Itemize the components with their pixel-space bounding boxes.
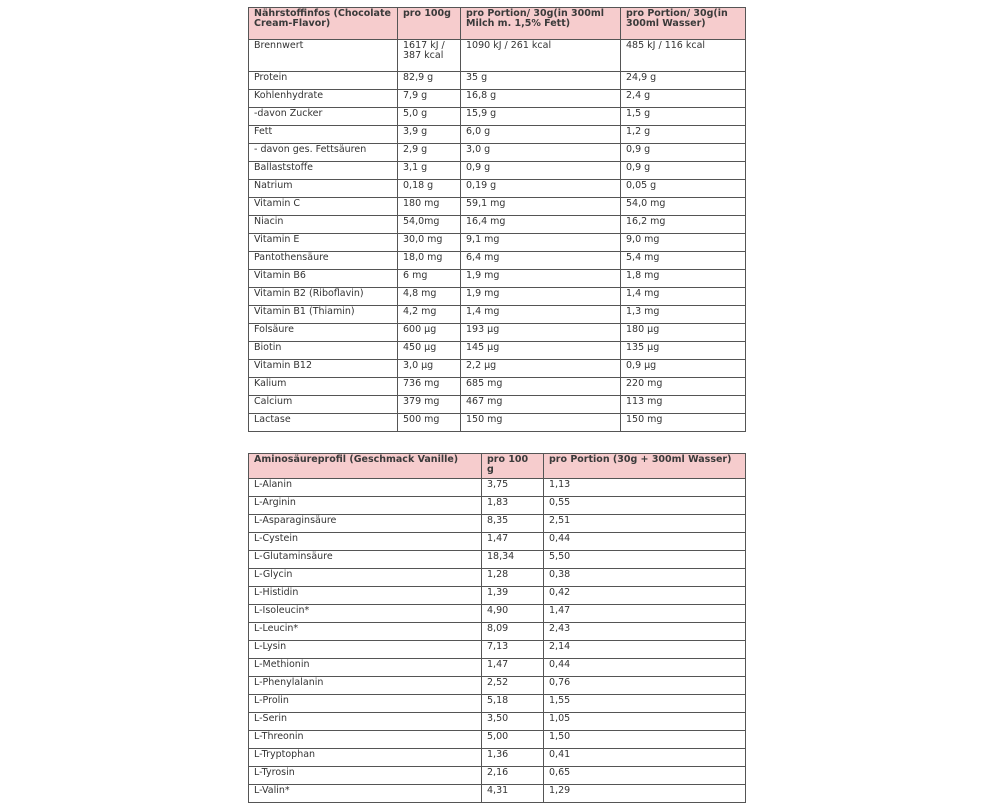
table-row <box>249 126 746 144</box>
table-cell: Brennwert <box>249 40 398 72</box>
table-cell: 5,50 <box>544 550 746 568</box>
table-cell: 1,47 <box>482 658 544 676</box>
table-cell: 6,0 g <box>461 126 621 144</box>
table-cell: 59,1 mg <box>461 198 621 216</box>
table-cell: 8,35 <box>482 514 544 532</box>
table-cell: 15,9 g <box>461 108 621 126</box>
table-row <box>249 496 746 514</box>
table-row <box>249 658 746 676</box>
table-cell: 18,34 <box>482 550 544 568</box>
table-cell: -davon Zucker <box>249 108 398 126</box>
table-cell: 9,1 mg <box>461 234 621 252</box>
table-cell: 2,16 <box>482 766 544 784</box>
table-row <box>249 342 746 360</box>
table-cell: 5,0 g <box>398 108 461 126</box>
table-cell: 3,75 <box>482 478 544 496</box>
table-cell: L-Leucin* <box>249 622 482 640</box>
table-cell: 4,2 mg <box>398 306 461 324</box>
table-cell: L-Lysin <box>249 640 482 658</box>
table-cell: 1,13 <box>544 478 746 496</box>
table-row <box>249 90 746 108</box>
table-cell: Vitamin B6 <box>249 270 398 288</box>
table-cell: - davon ges. Fettsäuren <box>249 144 398 162</box>
table-cell: 1,83 <box>482 496 544 514</box>
table-row <box>249 478 746 496</box>
nutrition-header-cell: pro Portion/ 30g(in 300ml Milch m. 1,5% Fett) <box>461 8 621 40</box>
table-cell: 485 kJ / 116 kcal <box>621 40 746 72</box>
table-cell: 18,0 mg <box>398 252 461 270</box>
table-cell: 135 µg <box>621 342 746 360</box>
table-cell: L-Prolin <box>249 694 482 712</box>
table-cell: 220 mg <box>621 378 746 396</box>
table-cell: L-Serin <box>249 712 482 730</box>
amino-header-cell: pro 100 g <box>482 454 544 479</box>
table-cell: 113 mg <box>621 396 746 414</box>
table-cell: 600 µg <box>398 324 461 342</box>
table-cell: 2,9 g <box>398 144 461 162</box>
table-row <box>249 216 746 234</box>
table-cell: 0,55 <box>544 496 746 514</box>
table-cell: Calcium <box>249 396 398 414</box>
table-row <box>249 712 746 730</box>
table-cell: 0,65 <box>544 766 746 784</box>
table-cell: 0,9 g <box>621 162 746 180</box>
table-cell: 150 mg <box>461 414 621 432</box>
table-cell: 4,8 mg <box>398 288 461 306</box>
table-cell: 3,0 µg <box>398 360 461 378</box>
table-cell: 1,50 <box>544 730 746 748</box>
table-row <box>249 514 746 532</box>
amino-header-cell: pro Portion (30g + 300ml Wasser) <box>544 454 746 479</box>
table-cell: Protein <box>249 72 398 90</box>
table-cell: Kalium <box>249 378 398 396</box>
table-cell: 736 mg <box>398 378 461 396</box>
table-cell: 24,9 g <box>621 72 746 90</box>
table-row <box>249 360 746 378</box>
table-row <box>249 568 746 586</box>
table-cell: 0,18 g <box>398 180 461 198</box>
table-cell: 1,39 <box>482 586 544 604</box>
table-cell: 16,8 g <box>461 90 621 108</box>
table-cell: 0,44 <box>544 532 746 550</box>
table-cell: 82,9 g <box>398 72 461 90</box>
table-cell: 8,09 <box>482 622 544 640</box>
table-cell: 500 mg <box>398 414 461 432</box>
table-cell: Ballaststoffe <box>249 162 398 180</box>
table-cell: 3,50 <box>482 712 544 730</box>
table-cell: 0,9 g <box>621 144 746 162</box>
table-row <box>249 550 746 568</box>
table-cell: L-Glycin <box>249 568 482 586</box>
table-cell: 1,9 mg <box>461 288 621 306</box>
table-cell: 180 µg <box>621 324 746 342</box>
table-row <box>249 144 746 162</box>
table-cell: 6,4 mg <box>461 252 621 270</box>
table-cell: L-Methionin <box>249 658 482 676</box>
table-cell: 450 µg <box>398 342 461 360</box>
table-cell: 0,05 g <box>621 180 746 198</box>
table-cell: L-Valin* <box>249 784 482 802</box>
table-cell: 4,31 <box>482 784 544 802</box>
nutrition-table-body <box>249 40 746 432</box>
table-cell: 16,2 mg <box>621 216 746 234</box>
table-cell: 1,4 mg <box>461 306 621 324</box>
table-row <box>249 730 746 748</box>
table-cell: Pantothensäure <box>249 252 398 270</box>
table-cell: 16,4 mg <box>461 216 621 234</box>
table-cell: 6 mg <box>398 270 461 288</box>
table-cell: L-Phenylalanin <box>249 676 482 694</box>
table-cell: 5,18 <box>482 694 544 712</box>
amino-header-cell: Aminosäureprofil (Geschmack Vanille) <box>249 454 482 479</box>
table-cell: 145 µg <box>461 342 621 360</box>
table-row <box>249 378 746 396</box>
table-cell: 35 g <box>461 72 621 90</box>
table-cell: 180 mg <box>398 198 461 216</box>
table-cell: 3,1 g <box>398 162 461 180</box>
table-row <box>249 198 746 216</box>
table-row <box>249 288 746 306</box>
table-cell: 1,29 <box>544 784 746 802</box>
table-cell: 1,8 mg <box>621 270 746 288</box>
table-cell: 1,28 <box>482 568 544 586</box>
table-cell: 3,0 g <box>461 144 621 162</box>
nutrition-header-cell: pro Portion/ 30g(in 300ml Wasser) <box>621 8 746 40</box>
table-row <box>249 108 746 126</box>
table-cell: Folsäure <box>249 324 398 342</box>
table-cell: 1617 kJ / 387 kcal <box>398 40 461 72</box>
table-cell: 2,14 <box>544 640 746 658</box>
table-cell: Vitamin B1 (Thiamin) <box>249 306 398 324</box>
table-cell: Vitamin E <box>249 234 398 252</box>
table-cell: 9,0 mg <box>621 234 746 252</box>
table-cell: Niacin <box>249 216 398 234</box>
table-cell: 1,9 mg <box>461 270 621 288</box>
table-cell: Natrium <box>249 180 398 198</box>
table-row <box>249 414 746 432</box>
table-row <box>249 604 746 622</box>
table-cell: Vitamin B12 <box>249 360 398 378</box>
table-cell: 2,4 g <box>621 90 746 108</box>
table-row <box>249 640 746 658</box>
table-cell: 2,2 µg <box>461 360 621 378</box>
table-cell: 1,2 g <box>621 126 746 144</box>
table-cell: L-Tryptophan <box>249 748 482 766</box>
table-row <box>249 676 746 694</box>
table-cell: 1,36 <box>482 748 544 766</box>
table-row <box>249 306 746 324</box>
table-row <box>249 324 746 342</box>
table-row <box>249 180 746 198</box>
amino-table-body <box>249 478 746 802</box>
table-cell: 1,05 <box>544 712 746 730</box>
table-cell: 30,0 mg <box>398 234 461 252</box>
table-cell: 5,4 mg <box>621 252 746 270</box>
table-cell: 1,47 <box>482 532 544 550</box>
table-cell: L-Tyrosin <box>249 766 482 784</box>
table-cell: 2,52 <box>482 676 544 694</box>
table-cell: 0,19 g <box>461 180 621 198</box>
table-row <box>249 40 746 72</box>
table-cell: L-Arginin <box>249 496 482 514</box>
table-cell: Fett <box>249 126 398 144</box>
table-cell: 1,5 g <box>621 108 746 126</box>
nutrition-table <box>248 7 746 432</box>
table-row <box>249 252 746 270</box>
table-row <box>249 396 746 414</box>
table-cell: 0,44 <box>544 658 746 676</box>
table-cell: 1090 kJ / 261 kcal <box>461 40 621 72</box>
table-cell: 0,9 µg <box>621 360 746 378</box>
table-cell: 685 mg <box>461 378 621 396</box>
table-row <box>249 234 746 252</box>
nutrition-header-row <box>249 8 746 40</box>
table-cell: 0,41 <box>544 748 746 766</box>
table-row <box>249 748 746 766</box>
table-cell: 7,13 <box>482 640 544 658</box>
table-row <box>249 162 746 180</box>
table-cell: Kohlenhydrate <box>249 90 398 108</box>
table-cell: 0,76 <box>544 676 746 694</box>
table-cell: 2,51 <box>544 514 746 532</box>
amino-header-row <box>249 454 746 479</box>
table-cell: 1,4 mg <box>621 288 746 306</box>
table-cell: 1,55 <box>544 694 746 712</box>
table-cell: 4,90 <box>482 604 544 622</box>
table-row <box>249 766 746 784</box>
table-cell: 3,9 g <box>398 126 461 144</box>
table-cell: L-Asparaginsäure <box>249 514 482 532</box>
table-row <box>249 270 746 288</box>
table-cell: Biotin <box>249 342 398 360</box>
table-cell: 54,0mg <box>398 216 461 234</box>
table-cell: 379 mg <box>398 396 461 414</box>
table-cell: 54,0 mg <box>621 198 746 216</box>
table-cell: 150 mg <box>621 414 746 432</box>
table-cell: L-Alanin <box>249 478 482 496</box>
table-cell: 7,9 g <box>398 90 461 108</box>
nutrition-header-cell: Nährstoffinfos (Chocolate Cream-Flavor) <box>249 8 398 40</box>
amino-acid-table <box>248 453 746 803</box>
table-cell: 1,47 <box>544 604 746 622</box>
table-cell: 0,9 g <box>461 162 621 180</box>
table-cell: 0,38 <box>544 568 746 586</box>
table-cell: L-Glutaminsäure <box>249 550 482 568</box>
table-row <box>249 72 746 90</box>
nutrition-header-cell: pro 100g <box>398 8 461 40</box>
table-cell: L-Histidin <box>249 586 482 604</box>
table-cell: 5,00 <box>482 730 544 748</box>
table-cell: 193 µg <box>461 324 621 342</box>
table-cell: L-Cystein <box>249 532 482 550</box>
table-cell: L-Isoleucin* <box>249 604 482 622</box>
table-cell: 0,42 <box>544 586 746 604</box>
table-cell: L-Threonin <box>249 730 482 748</box>
table-cell: Vitamin C <box>249 198 398 216</box>
table-row <box>249 532 746 550</box>
table-cell: Vitamin B2 (Riboflavin) <box>249 288 398 306</box>
table-cell: 2,43 <box>544 622 746 640</box>
table-cell: 1,3 mg <box>621 306 746 324</box>
table-cell: Lactase <box>249 414 398 432</box>
table-row <box>249 622 746 640</box>
table-cell: 467 mg <box>461 396 621 414</box>
table-row <box>249 586 746 604</box>
table-row <box>249 694 746 712</box>
